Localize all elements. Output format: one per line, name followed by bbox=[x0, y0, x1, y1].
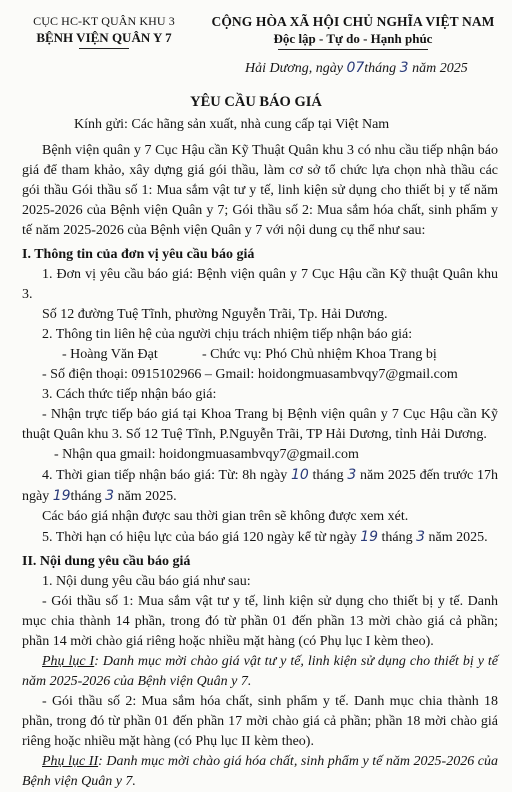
receipt-time-text: 4. Thời gian tiếp nhận báo giá: Từ: 8h ngày bbox=[42, 468, 291, 483]
intro-paragraph: Bệnh viện quân y 7 Cục Hậu cần Kỹ Thuật Quân khu 3 có nhu cầu tiếp nhận báo giá để tham khảo, xây dựng giá gói thầu, làm cơ sở tổ chức lựa chọn nhà thầu các gói thầu Gói thầu số 1: Mua sắm vật tư y tế, linh kiện sử dụng cho thiết bị y tế năm 2025-2026 của Bệnh viện Quân y 7; Gói thầu số 2: Mua sắm hóa chất, sinh phẩm y tế năm 2025-2026 của Bệnh viện Quân y 7 với nội dung cụ thể như sau: bbox=[22, 143, 498, 238]
validity-period bbox=[22, 527, 498, 548]
late-quote-note: Các báo giá nhận được sau thời gian trên sẽ không được xem xét. bbox=[42, 509, 409, 524]
document-title: YÊU CẦU BÁO GIÁ bbox=[190, 94, 322, 110]
appendix2-text: : Danh mục mời chào giá hóa chất, sinh phẩm y tế năm 2025-2026 của Bệnh viện Quân y 7. bbox=[22, 754, 498, 789]
appendix1-text: : Danh mục mời chào giá vật tư y tế, linh kiện sử dụng cho thiết bị y tế năm 2025-2026 của Bệnh viện Quân y 7. bbox=[22, 654, 498, 689]
date-year: năm 2025 bbox=[408, 61, 468, 76]
handwritten-validity-day: 19 bbox=[360, 529, 379, 545]
contact-name: - Hoàng Văn Đạt bbox=[62, 347, 158, 362]
appendix1-note bbox=[22, 652, 498, 692]
appendix2-label: Phụ lục II bbox=[42, 754, 99, 769]
package1-description: - Gói thầu số 1: Mua sắm vật tư y tế, linh kiện sử dụng cho thiết bị y tế. Danh mục chia thành 14 phần, trong đó từ phần 01 đến phần 13 mời chào giá cả phần; phần 14 mời chào giá riêng hoặc nhiều mặt hàng (có Phụ lục I kèm theo). bbox=[22, 594, 498, 649]
requesting-unit: 1. Đơn vị yêu cầu báo giá: Bệnh viện quân y 7 Cục Hậu cần Kỹ thuật Quân khu 3. bbox=[22, 267, 498, 302]
receipt-time-month-label: tháng bbox=[308, 468, 348, 483]
issuing-agency-block bbox=[18, 14, 190, 49]
appendix1-label: Phụ lục I bbox=[42, 654, 95, 669]
handwritten-start-day: 10 bbox=[290, 467, 309, 483]
validity-text: 5. Thời hạn có hiệu lực của báo giá 120 ngày kể từ ngày bbox=[42, 530, 361, 545]
contact-line bbox=[22, 345, 498, 365]
contact-title: - Chức vụ: Phó Chủ nhiệm Khoa Trang bị bbox=[202, 347, 437, 362]
national-motto-block bbox=[200, 14, 506, 50]
date-month-label: tháng bbox=[364, 61, 400, 76]
quote-content-intro: 1. Nội dung yêu cầu báo giá như sau: bbox=[42, 574, 251, 589]
receipt-time-until: năm 2025 đến trước 17h ngày bbox=[22, 468, 499, 504]
handwritten-month: 3 bbox=[399, 60, 409, 76]
package2-description: - Gói thầu số 2: Mua sắm hóa chất, sinh phẩm y tế. Danh mục chia thành 18 phần, trong đó từ phần 01 đến phần 17 mời chào giá cả phần; phần 18 mời chào giá riêng hoặc nhiều mặt hàng (có Phụ lục II kèm theo). bbox=[22, 694, 498, 749]
handwritten-end-month: 3 bbox=[105, 488, 115, 504]
section1-heading: I. Thông tin của đơn vị yêu cầu báo giá bbox=[22, 247, 255, 262]
document-body bbox=[22, 115, 498, 792]
contact-phone-email: - Số điện thoại: 0915102966 – Gmail: hoidongmuasambvqy7@gmail.com bbox=[42, 367, 458, 382]
receipt-time-year: năm 2025. bbox=[114, 489, 177, 504]
handwritten-validity-month: 3 bbox=[416, 529, 426, 545]
document-date bbox=[245, 60, 468, 77]
parent-agency: CỤC HC-KT QUÂN KHU 3 bbox=[33, 14, 175, 28]
direct-receipt: - Nhận trực tiếp báo giá tại Khoa Trang bị Bệnh viện quân y 7 Cục Hậu cần Kỹ thuật Quân khu 3. Số 12 Tuệ Tĩnh, P.Nguyễn Trãi, TP Hải Dương, tỉnh Hải Dương. bbox=[22, 407, 498, 442]
gmail-receipt: - Nhận qua gmail: hoidongmuasambvqy7@gmail.com bbox=[54, 447, 359, 462]
country-name: CỘNG HÒA XÃ HỘI CHỦ NGHĨA VIỆT NAM bbox=[211, 14, 495, 29]
validity-year: năm 2025. bbox=[425, 530, 488, 545]
date-prefix: Hải Dương, ngày bbox=[245, 61, 347, 76]
recipient-line: Kính gửi: Các hãng sản xuất, nhà cung cấp tại Việt Nam bbox=[74, 117, 390, 132]
motto-underline bbox=[278, 49, 428, 50]
contact-heading: 2. Thông tin liên hệ của người chịu trách nhiệm tiếp nhận báo giá: bbox=[42, 327, 413, 342]
receipt-method-heading: 3. Cách thức tiếp nhận báo giá: bbox=[42, 387, 217, 402]
section2-heading: II. Nội dung yêu cầu báo giá bbox=[22, 554, 191, 569]
unit-address: Số 12 đường Tuệ Tĩnh, phường Nguyễn Trãi, Tp. Hải Dương. bbox=[42, 307, 388, 322]
handwritten-day: 07 bbox=[346, 60, 365, 76]
hospital-name: BỆNH VIỆN QUÂN Y 7 bbox=[36, 30, 172, 45]
national-motto: Độc lập - Tự do - Hạnh phúc bbox=[273, 31, 433, 46]
handwritten-end-day: 19 bbox=[52, 488, 71, 504]
receipt-time bbox=[22, 465, 498, 507]
agency-underline bbox=[79, 48, 129, 49]
receipt-time-month-label-2: tháng bbox=[70, 489, 106, 504]
handwritten-start-month: 3 bbox=[347, 467, 357, 483]
appendix2-note bbox=[22, 752, 498, 792]
validity-month-label: tháng bbox=[378, 530, 417, 545]
